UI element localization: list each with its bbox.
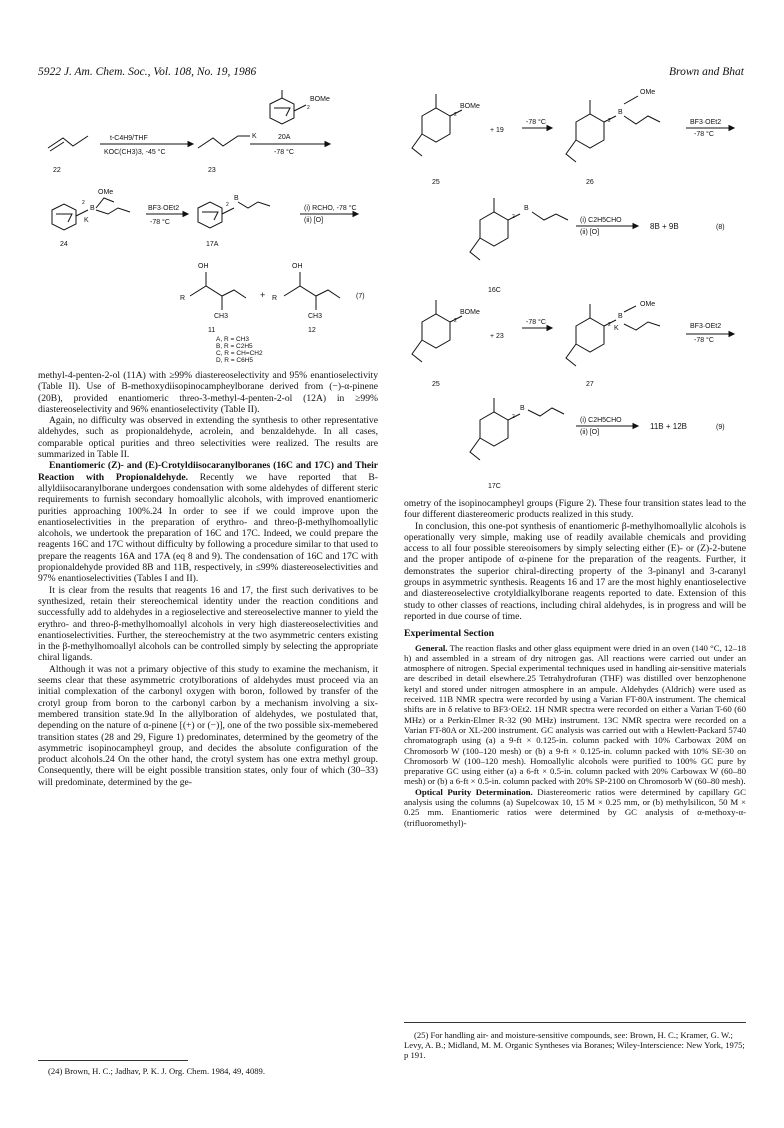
potassium-label: K — [84, 217, 89, 224]
boron-label-17a: B — [234, 195, 239, 202]
oxidation-label: (ii) [O] — [580, 429, 600, 436]
paragraph-body: Recently we have reported that B-allyldiisocaranylborane undergoes condensation with some aldehydes of different steric requirements to furnish secondary homoallylic alcohols, with improved enantiomeric purities approaching 100%.24 In order to see if we could improve upon the enantioselectivities in the preparation of erythro- and threo-β-methylhomoallylic alcohols, we undertook the preparation of 16C and 17C. Indeed, we could prepare the reagents 16C and 17C without difficulty by following a procedure similar to that used to prepare the reagents 16A and 17A (eq 8 and 9). The condensation of 16C and 17C with propionaldehyde provided 8B and 11B, respectively, in ≤99% diastereoselectivities and 97% enantioselectivities (Tables I and II). — [38, 471, 378, 585]
compound-22-label: 22 — [53, 167, 61, 174]
right-text-column — [404, 498, 746, 828]
scheme-eq9 — [404, 394, 746, 492]
boron-label: B — [524, 205, 529, 212]
reagent-label-top: t-C4H9/THF — [110, 135, 148, 142]
compound-11-label: 11 — [208, 327, 216, 334]
temperature-label-2: -78 °C — [694, 337, 714, 344]
paragraph — [38, 460, 378, 584]
scheme-caranyl-e — [404, 298, 746, 392]
oxidation-label: (ii) [O] — [304, 217, 324, 224]
subscript-2: 2 — [512, 414, 515, 420]
compound-17a-label: 17A — [206, 241, 219, 248]
subscript-2-25: 2 — [454, 318, 457, 324]
subscript-2-26: 2 — [608, 118, 611, 124]
substituent-b: B, R = C2H5 — [216, 343, 253, 350]
reagent-20a-label: 20A — [278, 134, 291, 141]
r-label-12: R — [272, 295, 278, 302]
paragraph: methyl-4-penten-2-ol (11A) with ≥99% diastereoselectivity and 95% enantioselectivity (Table II). Use of B-methoxydiisopinocampheylborane derived from (−)-α-pinene (20B), provided enantiomeric threo-3-methyl-4-penten-2-ol (12A) in ≥99% diastereoselectivity and 96% enantioselectivity (Table II). — [38, 370, 378, 415]
running-header-left: 5922 J. Am. Chem. Soc., Vol. 108, No. 19, 1986 — [38, 66, 257, 78]
subscript-2: 2 — [512, 214, 515, 220]
substituent-a: A, R = CH3 — [216, 336, 250, 343]
rcho-label: (i) RCHO, -78 °C — [304, 205, 357, 212]
temperature-label: -78 °C — [526, 319, 546, 326]
ome-label: OMe — [640, 301, 656, 308]
boron-label: B — [520, 405, 525, 412]
oxidation-label: (ii) [O] — [580, 229, 600, 236]
footnote-25: (25) For handling air- and moisture-sensitive compounds, see: Brown, H. C.; Kramer, G. W.; Levy, A. B.; Midland, M. M. Organic Syntheses via Boranes; Wiley-Interscience: New York, 1975; p 191. — [404, 1030, 745, 1061]
subscript-2-17a: 2 — [226, 202, 229, 208]
subscript-2-27: 2 — [608, 322, 611, 328]
paragraph: Again, no difficulty was observed in extending the synthesis to other representative aldehydes, such as propionaldehyde, acrolein, and benzaldehyde. In all cases, comparable optical purities and threo selectivities were realized. The results are summarized in Table II. — [38, 415, 378, 461]
subscript-2: 2 — [307, 105, 310, 111]
plus-sign: + — [260, 290, 266, 300]
footnote-rule-right — [404, 1022, 746, 1023]
reagent-label-bottom: KOC(CH3)3, -45 °C — [104, 149, 166, 156]
r-label-11: R — [180, 295, 186, 302]
potassium-label: K — [614, 325, 619, 332]
scheme-eq8 — [404, 192, 746, 296]
compound-12-label: 12 — [308, 327, 316, 334]
products-8b-9b: 8B + 9B — [650, 222, 679, 231]
temperature-label: -78 °C — [150, 219, 170, 226]
substituent-d: D, R = C6H5 — [216, 357, 254, 364]
equation-number: (9) — [716, 424, 725, 431]
reagent-propanal: (i) C2H5CHO — [580, 217, 622, 224]
ome-label: OMe — [98, 189, 114, 196]
boron-label: B — [618, 313, 623, 320]
paragraph-body: Diastereomeric ratios were determined by capillary GC analysis using the columns (a) Supelcowax 10, 15 M × 0.25 mm, or (b) methylsilicon, 50 M × 0.25 mm. Enantiomeric ratios were determined by GC analysis of α-methoxy-α-(trifluoromethyl)- — [404, 786, 746, 828]
compound-27-label: 27 — [586, 381, 594, 388]
running-header-right: Brown and Bhat — [669, 66, 744, 78]
products-11b-12b: 11B + 12B — [650, 422, 687, 431]
boron-label: B — [618, 109, 623, 116]
scheme-caranyl-z — [404, 86, 746, 190]
paragraph — [404, 643, 746, 787]
subscript-2-25: 2 — [454, 112, 457, 118]
bf3-label: BF3·OEt2 — [690, 119, 722, 126]
bome-label-25: BOMe — [460, 103, 480, 110]
subsection-heading: Optical Purity Determination. — [415, 786, 533, 797]
paragraph — [404, 787, 746, 828]
compound-25-label: 25 — [432, 179, 440, 186]
paragraph: It is clear from the results that reagents 16 and 17, the first such derivatives to be synthesized, retain their stereochemical identity under the reaction conditions and successfully add to aldehydes in a regioselective and stereoselective manner to yield the erythro- and threo-β-methylhomoallyl alcohols in very high diastereoselectivities and enantioselectivities. Further, the stereochemistry at the two asymmetric centers existing in the β-methylhomoallyl alcohols can be controlled simply by selecting the appropriate chiral ligands. — [38, 584, 378, 664]
temperature-label: -78 °C — [526, 119, 546, 126]
equation-number: (8) — [716, 224, 725, 231]
scheme-eq7-products — [150, 256, 380, 366]
boron-label: B — [90, 205, 95, 212]
methyl-label-11: CH3 — [214, 313, 229, 320]
bome-label: BOMe — [310, 96, 330, 103]
bf3-label: BF3·OEt2 — [148, 205, 180, 212]
compound-25-label: 25 — [432, 381, 440, 388]
bf3-label: BF3·OEt2 — [690, 323, 722, 330]
equation-number: (7) — [356, 293, 365, 300]
paragraph: ometry of the isopinocampheyl groups (Figure 2). These four transition states lead to the four different diastereomeric products realized in this study. — [404, 498, 746, 521]
paragraph: Although it was not a primary objective of this study to examine the mechanism, it seems clear that these asymmetric crotylborations of aldehydes must proceed via an initial complexation of the carbonyl oxygen with boron, followed by transfer of the crotyl group from boron to the carbonyl carbon by a mechanism involving a six-membered transition state.9d In the allylboration of aldehydes, we postulated that, depending on the nature of α-pinene [(+) or (−)], one of the two possible six-memebered transition states (28 and 29, Figure 1) predominates, determined by the geometry of the asymmetric isopinocampheyl group, and decides the absolute configuration of the product alcohols.24 On the other hand, the crotyl system has one extra methyl group. Consequently, there will be eight possible transition states, only four of which (30–33) will predominate, determined by the ge- — [38, 663, 378, 788]
compound-23-label: 23 — [208, 167, 216, 174]
plus-23-label: + 23 — [490, 333, 504, 340]
scheme-ate-complex — [38, 178, 368, 254]
substituent-c: C, R = CH=CH2 — [216, 350, 263, 357]
bome-label-25: BOMe — [460, 309, 480, 316]
methyl-label-12: CH3 — [308, 313, 323, 320]
footnote-24: (24) Brown, H. C.; Jadhav, P. K. J. Org. Chem. 1984, 49, 4089. — [48, 1066, 265, 1076]
compound-16c-label: 16C — [488, 287, 501, 294]
subsection-heading: Enantiomeric (Z)- and (E)-Crotyldiisocaranylboranes (16C and 17C) and Their Reaction with Propionaldehyde. — [38, 460, 378, 483]
hydroxyl-label-11: OH — [198, 263, 209, 270]
paragraph: In conclusion, this one-pot synthesis of enantiomeric β-methylhomoallylic alcohols is operationally very simple, making use of readily available chemicals and providing access to all four possible stereoisomers by simply selecting either (E)- or (Z)-2-butene and the proper antipode of α-pinene for the preparation of the reagents. Further, it demonstrates the superior chiral-directing property of the 3-pinanyl and 3-caranyl groups in asymmetric synthesis. Reagents 16 and 17 are the most highly enantioselective and diastereoselective crotyldialkylborane reagents reported to date. Extension of this study to other classes of reactions, including chiral aldehydes, is in progress and will be reported in due course of time. — [404, 520, 746, 622]
paragraph-body: The reaction flasks and other glass equipment were dried in an oven (140 °C, 12–18 h) and assembled in a stream of dry nitrogen gas. All reactions were carried out under an atmosphere of nitrogen. Special experimental techniques used in handling air-sensitive materials are described in detail elsewhere.25 Tetrahydrofuran (THF) was distilled over benzophenone ketyl and stored under nitrogen atmosphere in an ampule. Aldehydes (Aldrich) were used as received. 11B NMR spectra were recorded by using a Varian FT-80A instrument. The chemical shifts are in δ relative to BF3·OEt2. 1H NMR spectra were recorded on either a Varian T-60 (60 MHz) or a Perkin-Elmer R-32 (90 MHz) instrument. 13C NMR spectra were recorded on a Varian FT-80A or XL-200 instrument. GC analysis was carried out with a Hewlett-Packard 5740 chromatograph using (a) a 9-ft × 0.125-in. column packed with 10% Carbowax 20M on Chromosorb W (100–120 mesh) or (b) a 9-ft × 0.125-in. column packed with 10% SE-30 on Chromosorb W (100–120 mesh). Homoallylic alcohols were purified to 100% GC pure by preparative GC using either (a) a 6-ft × 0.5-in. column packed with 20% Carbowax W (60–80 mesh) or (b) a 6-ft × 0.5-in. column packed with 20% SP-2100 on Chromosorb W (60–80 mesh). — [404, 642, 746, 787]
subscript-2: 2 — [82, 200, 85, 206]
footnote-rule-left — [38, 1060, 188, 1061]
temperature-label-2: -78 °C — [694, 131, 714, 138]
left-text-column — [38, 370, 378, 788]
reagent-propanal: (i) C2H5CHO — [580, 417, 622, 424]
scheme-crotylpotassium — [38, 86, 368, 176]
compound-26-label: 26 — [586, 179, 594, 186]
compound-24-label: 24 — [60, 241, 68, 248]
section-heading: Experimental Section — [404, 628, 495, 640]
hydroxyl-label-12: OH — [292, 263, 303, 270]
plus-19-label: + 19 — [490, 127, 504, 134]
subsection-heading: General. — [415, 642, 448, 653]
temperature-label: -78 °C — [274, 149, 294, 156]
potassium-label: K — [252, 133, 257, 140]
compound-17c-label: 17C — [488, 483, 501, 490]
ome-label: OMe — [640, 89, 656, 96]
